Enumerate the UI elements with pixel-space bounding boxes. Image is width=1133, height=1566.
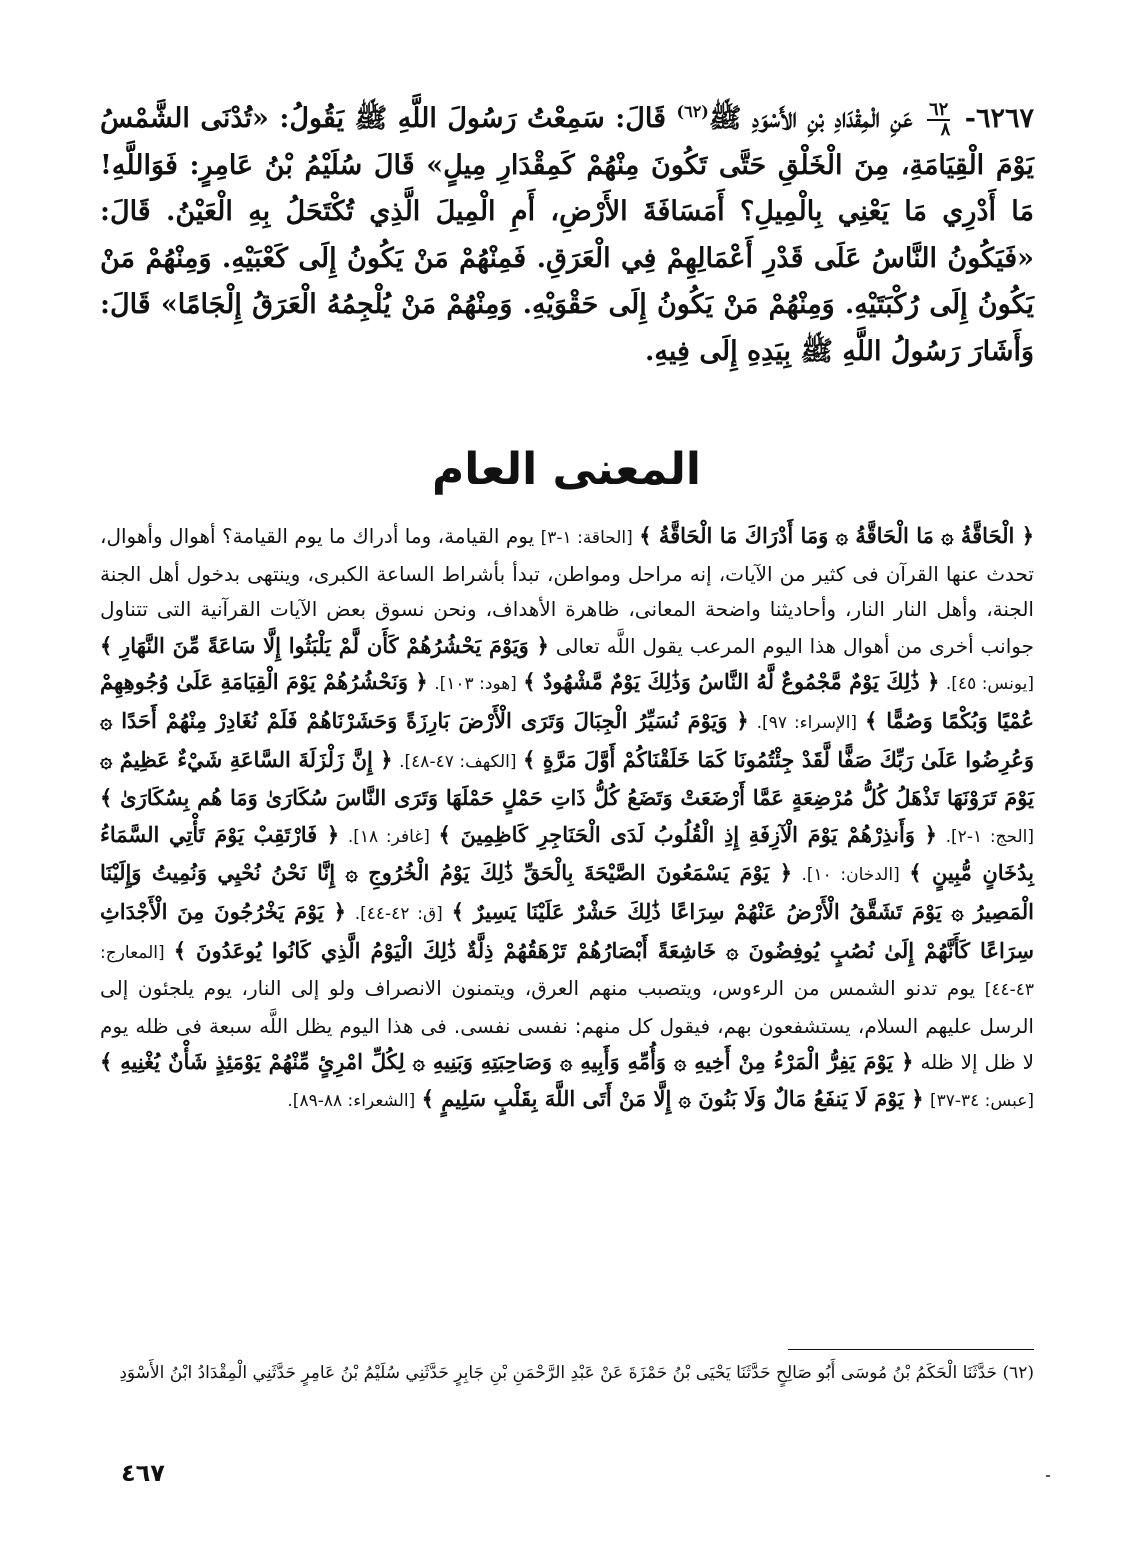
footnote-reference: (٦٢) [676, 102, 709, 121]
verse-reference: [يونس: ٤٥]. [945, 674, 1034, 695]
verse-reference: [غافر: ١٨]. [347, 826, 430, 847]
fraction-top: ٦٢ [928, 98, 949, 120]
verse-reference: [هود: ١٠٣]. [434, 674, 517, 695]
quran-verse: ﴿ وَأَنذِرْهُمْ يَوْمَ الْآزِفَةِ إِذِ الْقُلُوبُ لَدَى الْحَنَاجِرِ كَاظِمِينَ ﴾ [438, 821, 937, 847]
verse-reference: [ق: ٤٢-٤٤]. [354, 903, 443, 924]
verse-reference: [الحج: ١-٢]. [945, 826, 1035, 847]
hadith-number: ٦٢٦٧- [964, 103, 1035, 134]
quran-verse: ﴿ وَيَوْمَ يَحْشُرُهُمْ كَأَن لَّمْ يَلْبَثُوا إِلَّا سَاعَةً مِّنَ النَّهَارِ ﴾ [100, 632, 549, 658]
verse-reference: [المعارج: ٤٣-٤٤] [100, 942, 1035, 1001]
quran-verse: ﴿ الْحَاقَّةُ ۞ مَا الْحَاقَّةُ ۞ وَمَا أَدْرَاكَ مَا الْحَاقَّةُ ﴾ [639, 523, 1035, 548]
quran-verse: ﴿ وَيَوْمَ نُسَيِّرُ الْجِبَالَ وَتَرَى الْأَرْضَ بَارِزَةً وَحَشَرْنَاهُمْ فَلَمْ نُغَادِرْ مِنْهُمْ أَحَدًا ۞ وَعُرِضُوا عَلَىٰ رَبِّكَ صَفًّا لَّقَدْ جِئْتُمُونَا كَمَا خَلَقْنَاكُمْ أَوَّلَ مَرَّةٍ ﴾ [100, 707, 1034, 772]
quran-verse: ﴿ يَوْمَ يَسْمَعُونَ الصَّيْحَةَ بِالْحَقِّ ذَٰلِكَ يَوْمُ الْخُرُوجِ ۞ إِنَّا نَحْنُ نُحْيِي وَنُمِيتُ وَإِلَيْنَا الْمَصِيرُ ۞ يَوْمَ تَشَقَّقُ الْأَرْضُ عَنْهُمْ سِرَاعًا ذَٰلِكَ حَشْرٌ عَلَيْنَا يَسِيرٌ ﴾ [100, 860, 1034, 924]
hadith-paragraph [100, 96, 1034, 375]
commentary-text: يوم القيامة، وما أدراك ما يوم القيامة؟ أهوال وأهوال، تحدث عنها القرآن فى كثير من الآيات، إنه مراحل ومواطن، تبدأ بأشراط الساعة الكبرى، وينتهى بدخول أهل الجنة الجنة، وأهل النار النار، وأحاديثنا واضحة المعانى، ظاهرة الأهداف، ونحن نسوق بعض الآيات القرآنية التى تتناول جوانب أخرى من أهوال هذا اليوم المرعب يقول اللَّه تعالى [100, 524, 1035, 658]
verse-reference: [الإسراء: ٩٧]. [756, 712, 858, 733]
section-title: المعنى العام [432, 444, 701, 495]
quran-verse: ﴿ وَنَحْشُرُهُمْ يَوْمَ الْقِيَامَةِ عَلَىٰ وُجُوهِهِمْ عُمْيًا وَبُكْمًا وَصُمًّا ﴾ [100, 669, 1035, 733]
quran-verse: ﴿ يَوْمَ لَا يَنفَعُ مَالٌ وَلَا بَنُونَ ۞ إِلَّا مَنْ أَتَى اللَّهَ بِقَلْبٍ سَلِيمٍ ﴾ [421, 1085, 924, 1111]
quran-verse: ﴿ فَارْتَقِبْ يَوْمَ تَأْتِي السَّمَاءُ بِدُخَانٍ مُّبِينٍ ﴾ [100, 821, 1034, 886]
hadith-fraction [927, 98, 951, 140]
quran-verse: ﴿ يَوْمَ يَفِرُّ الْمَرْءُ مِنْ أَخِيهِ ۞ وَأُمِّهِ وَأَبِيهِ ۞ وَصَاحِبَتِهِ وَبَنِيهِ ۞ لِكُلِّ امْرِئٍ مِّنْهُمْ يَوْمَئِذٍ شَأْنٌ يُغْنِيهِ ﴾ [100, 1049, 914, 1075]
verse-reference: [عبس: ٣٤-٣٧] [929, 1090, 1034, 1111]
quran-verse: ﴿ إِنَّ زَلْزَلَةَ السَّاعَةِ شَيْءٌ عَظِيمٌ ۞ يَوْمَ تَرَوْنَهَا تَذْهَلُ كُلُّ مُرْضِعَةٍ عَمَّا أَرْضَعَتْ وَتَضَعُ كُلُّ ذَاتِ حَمْلٍ حَمْلَهَا وَتَرَى النَّاسَ سُكَارَىٰ وَمَا هُم بِسُكَارَىٰ ﴾ [100, 746, 1034, 811]
commentary-body [100, 518, 1034, 1120]
footnote-separator [788, 1349, 1034, 1350]
hadith-text: قَالَ: سَمِعْتُ رَسُولَ اللَّهِ ﷺ يَقُولُ: «تُدْنَى الشَّمْسُ يَوْمَ الْقِيَامَةِ، مِنَ الْخَلْقِ حَتَّى تَكُونَ مِنْهُمْ كَمِقْدَارِ مِيلٍ» قَالَ سُلَيْمُ بْنُ عَامِرٍ: فَوَاللَّهِ! مَا أَدْرِي مَا يَعْنِي بِالْمِيلِ؟ أَمَسَافَةَ الأَرْضِ، أَمِ الْمِيلَ الَّذِي تُكْتَحَلُ بِهِ الْعَيْنُ. قَالَ: «فَيَكُونُ النَّاسُ عَلَى قَدْرِ أَعْمَالِهِمْ فِي الْعَرَقِ. فَمِنْهُمْ مَنْ يَكُونُ إِلَى كَعْبَيْهِ. وَمِنْهُمْ مَنْ يَكُونُ إِلَى رُكْبَتَيْهِ. وَمِنْهُمْ مَنْ يَكُونُ إِلَى حَقْوَيْهِ. وَمِنْهُمْ مَنْ يُلْجِمُهُ الْعَرَقُ إِلْجَامًا» قَالَ: وَأَشَارَ رَسُولُ اللَّهِ ﷺ بِيَدِهِ إِلَى فِيهِ. [100, 103, 1034, 367]
verse-reference: [الدخان: ١٠]. [801, 865, 900, 886]
scan-mark [1046, 1475, 1050, 1477]
hadith-narrator: عَنِ الْمِقْدَادِ بْنِ الأَسْوَدِ ﷺ [708, 103, 913, 134]
footnote: (٦٢) حَدَّثَنَا الْحَكَمُ بْنُ مُوسَى أَبُو صَالِحٍ حَدَّثَنَا يَحْيَى بْنُ حَمْزَةَ عَنْ عَبْدِ الرَّحْمَنِ بْنِ جَابِرٍ حَدَّثَنِي سُلَيْمُ بْنُ عَامِرٍ حَدَّثَنِي الْمِقْدَادُ ابْنُ الأَسْوَدِ [119, 1363, 1034, 1383]
verse-reference: [الحاقة: ١-٣] [540, 528, 633, 548]
page-number: ٤٦٧ [121, 1459, 165, 1487]
commentary-text: يوم تدنو الشمس من الرءوس، ويتصبب منهم العرق، ويتمنون الانصراف ولو إلى النار، يوم يلجئون إلى الرسل عليهم السلام، يستشفعون بهم، فيقول كل منهم: نفسى نفسى. فى هذا اليوم يظل اللَّه سبعة فى ظله يوم لا ظل إلا ظله [100, 976, 1034, 1075]
quran-verse: ﴿ يَوْمَ يَخْرُجُونَ مِنَ الْأَجْدَاثِ سِرَاعًا كَأَنَّهُمْ إِلَىٰ نُصُبٍ يُوفِضُونَ ۞ خَاشِعَةً أَبْصَارُهُمْ تَرْهَقُهُمْ ذِلَّةٌ ذَٰلِكَ الْيَوْمُ الَّذِي كَانُوا يُوعَدُونَ ﴾ [100, 898, 1035, 963]
quran-verse: ﴿ ذَٰلِكَ يَوْمٌ مَّجْمُوعٌ لَّهُ النَّاسُ وَذَٰلِكَ يَوْمٌ مَّشْهُودٌ ﴾ [523, 669, 940, 695]
verse-reference: [الكهف: ٤٧-٤٨]. [399, 751, 517, 772]
fraction-bottom: ٨ [940, 118, 951, 140]
verse-reference: [الشعراء: ٨٨-٨٩]. [287, 1090, 416, 1111]
